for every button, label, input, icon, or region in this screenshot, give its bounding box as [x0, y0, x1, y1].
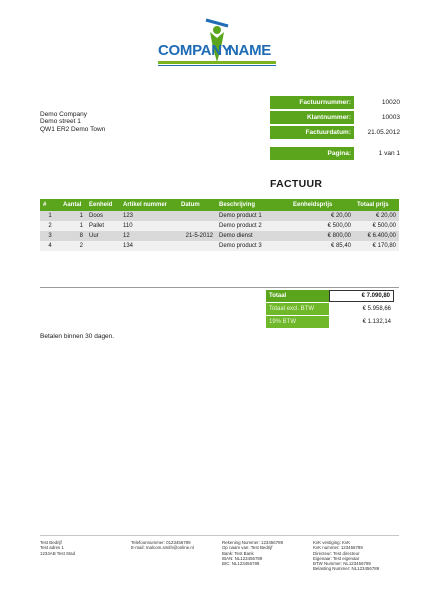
logo-underline [158, 61, 276, 64]
footer-line: KvK vestiging: KvK [313, 540, 351, 545]
meta-label: Klantnummer: [270, 111, 354, 124]
cell: € 500,00 [290, 221, 354, 231]
cell: € 85,40 [290, 241, 354, 251]
cell: 2 [60, 241, 86, 251]
cell [178, 211, 216, 221]
cell: € 170,80 [354, 241, 399, 251]
col-header: Eenheidsprijs [290, 199, 354, 211]
footer-company [40, 540, 75, 556]
company-logo [158, 18, 276, 72]
page-indicator [270, 147, 400, 160]
cell: 4 [40, 241, 60, 251]
col-header: Artikel nummer [120, 199, 178, 211]
cell: 1 [60, 221, 86, 231]
cell: Doos [86, 211, 120, 221]
cell: 8 [60, 231, 86, 241]
table-row [40, 221, 399, 231]
cell: 134 [120, 241, 178, 251]
cell: Demo product 2 [216, 221, 290, 231]
cell: Demo product 1 [216, 211, 290, 221]
footer-line: Bank: Test Bank [222, 550, 254, 556]
table-row [40, 211, 399, 221]
subtotal-row [266, 303, 394, 315]
footer-line: Directeur: Test directeur [313, 550, 360, 556]
meta-label: Factuurdatum: [270, 126, 354, 139]
cell: € 500,00 [354, 221, 399, 231]
address-line: Demo Company [40, 111, 87, 118]
address-line: QW1 ER2 Demo Town [40, 125, 106, 133]
total-value: € 7.090,80 [329, 290, 394, 302]
invoice-items-table [40, 199, 399, 251]
cell [178, 241, 216, 251]
meta-value: 10020 [381, 99, 400, 106]
address-line: Demo street 1 [40, 118, 81, 126]
divider [40, 287, 399, 288]
vat-label: 19% BTW [266, 316, 329, 328]
cell: 123 [120, 211, 178, 221]
total-label: Totaal [266, 290, 329, 302]
col-header: Aantal [60, 199, 86, 211]
cell [178, 221, 216, 231]
table-header-row [40, 199, 399, 211]
col-header: Datum [178, 199, 216, 211]
totals-block [266, 290, 394, 329]
col-header: Eenheid [86, 199, 120, 211]
meta-row-customer-number [270, 111, 400, 124]
cell: 21-5-2012 [178, 231, 216, 241]
footer-line: Eigenaar: Test eigenaar [313, 555, 360, 561]
cell: 110 [120, 221, 178, 231]
cell: 3 [40, 231, 60, 241]
cell: 1 [40, 211, 60, 221]
footer-bank [222, 540, 283, 566]
footer-line: Rekening Nummer: 123456789 [222, 540, 284, 545]
cell: Demo dienst [216, 231, 290, 241]
meta-label: Factuurnummer: [270, 96, 354, 109]
footer-line: E-mail: malcom.smith@online.nl [131, 545, 194, 551]
cell: € 20,00 [290, 211, 354, 221]
sender-address [40, 111, 105, 133]
footer-line: KvK nummer: 123456789 [313, 545, 363, 551]
page-value: 1 van 1 [378, 150, 400, 157]
cell: 2 [40, 221, 60, 231]
vat-row [266, 316, 394, 328]
subtotal-value: € 5.958,66 [362, 306, 391, 312]
logo-underline-blue [158, 65, 276, 66]
cell: € 6.400,00 [354, 231, 399, 241]
table-row [40, 241, 399, 251]
meta-value: 21.05.2012 [367, 129, 400, 136]
total-row [266, 290, 394, 302]
footer-line: IBAN: NL123456789 [222, 555, 263, 561]
col-header: # [40, 199, 60, 211]
footer-line: Test adres 1 [40, 545, 64, 551]
invoice-meta [270, 96, 400, 141]
footer-line: BIC: NL123456789 [222, 561, 260, 567]
cell [86, 241, 120, 251]
cell: € 800,00 [290, 231, 354, 241]
logo-word-company: COMPANY [158, 42, 232, 59]
vat-value: € 1.132,14 [362, 319, 391, 325]
footer-registration [313, 540, 379, 572]
cell: 1 [60, 211, 86, 221]
footer-divider [40, 535, 399, 536]
footer-line: Telefoonnummer: 0123456789 [131, 540, 191, 545]
subtotal-label: Totaal excl. BTW [266, 303, 329, 315]
document-title: FACTUUR [270, 178, 323, 190]
page-label: Pagina: [270, 147, 354, 160]
cell: Pallet [86, 221, 120, 231]
cell: Demo product 3 [216, 241, 290, 251]
meta-value: 10003 [381, 114, 400, 121]
meta-row-invoice-date [270, 126, 400, 139]
footer-line: 1234AB Test Stad [40, 550, 76, 556]
footer-contact [131, 540, 194, 551]
col-header: Totaal prijs [354, 199, 399, 211]
footer-line: Test Bedrijf [40, 540, 62, 545]
cell: Uur [86, 231, 120, 241]
footer-line: Op naam van: Test Bedrijf [222, 545, 273, 551]
footer-line: BTW Nummer: NL123456789 [313, 561, 371, 567]
cell: 12 [120, 231, 178, 241]
footer-line: Belasting Nummer: NL123456789 [313, 566, 380, 572]
table-row [40, 231, 399, 241]
payment-note: Betalen binnen 30 dagen. [40, 333, 115, 340]
cell: € 20,00 [354, 211, 399, 221]
logo-word-name: NAME [228, 42, 271, 59]
col-header: Beschrijving [216, 199, 290, 211]
meta-row-invoice-number [270, 96, 400, 109]
